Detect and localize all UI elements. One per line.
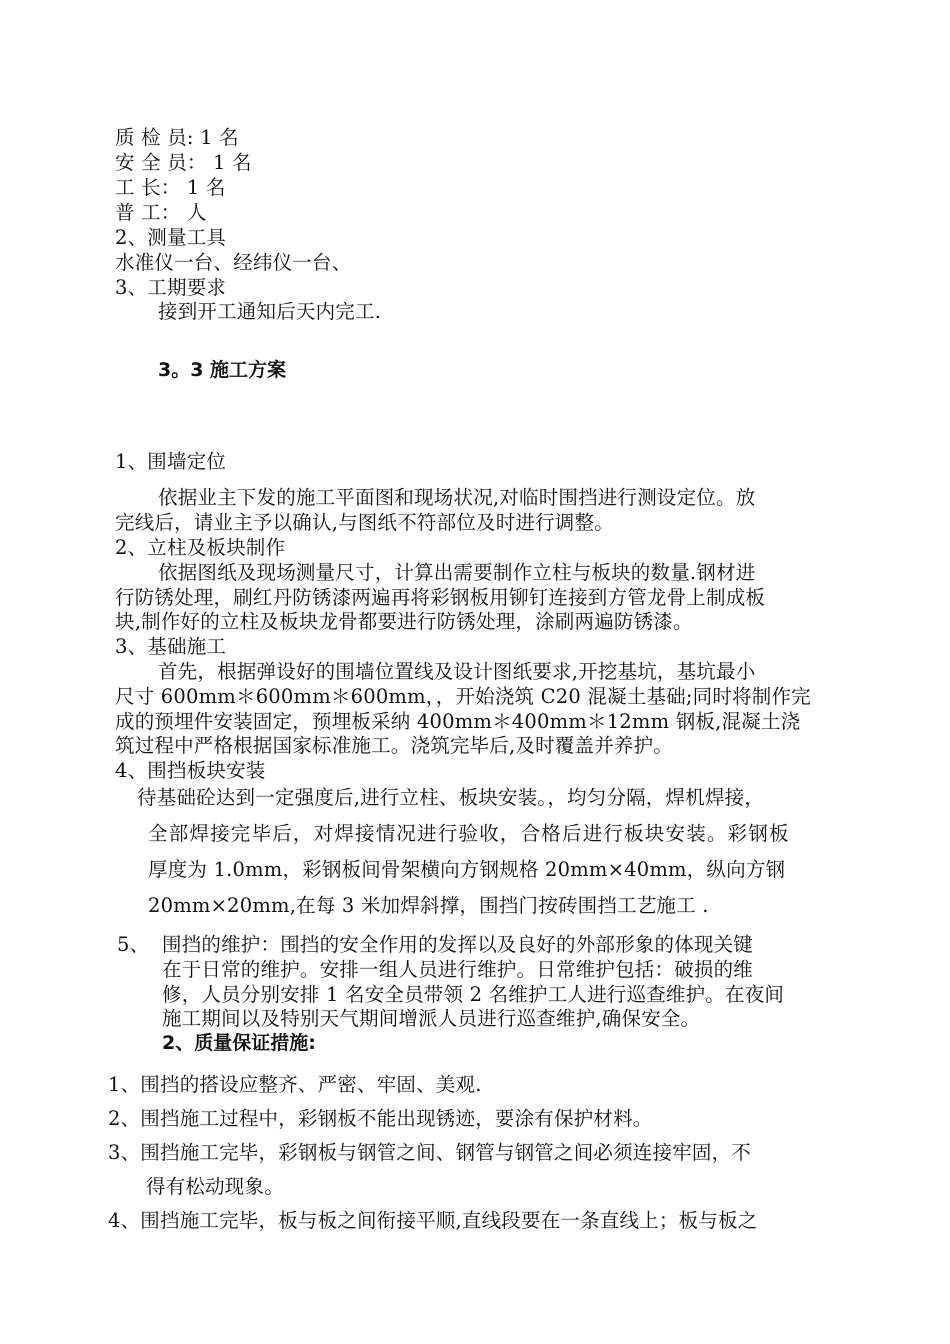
section-title: 3。3 施工方案: [158, 359, 287, 381]
plan-s3-line: 首先，根据弹设好的围墙位置线及设计图纸要求,开挖基坑，基坑最小: [158, 660, 756, 683]
plan-s2-heading: 2、立柱及板块制作: [115, 536, 286, 559]
staff-laborer: 普 工： 人: [115, 201, 207, 224]
staff-foreman: 工 长： 1 名: [115, 176, 226, 199]
plan-s3-heading: 3、基础施工: [115, 635, 227, 658]
quality-item-3-cont: 得有松动现象。: [146, 1175, 284, 1198]
plan-s2-line: 行防锈处理，刷红丹防锈漆两遍再将彩钢板用铆钉连接到方管龙骨上制成板: [115, 586, 766, 609]
staff-inspector: 质 检 员: 1 名: [115, 126, 239, 149]
plan-s2-line: 块,制作好的立柱及板块龙骨都要进行防锈处理，涂刷两遍防锈漆。: [115, 610, 693, 633]
quality-heading: 2、质量保证措施:: [162, 1032, 316, 1054]
plan-s4-heading: 4、围挡板块安装: [115, 759, 266, 782]
plan-s4-line: 全部焊接完毕后，对焊接情况进行验收，合格后进行板块安装。彩钢板: [148, 822, 790, 845]
survey-heading: 2、测量工具: [115, 226, 227, 249]
plan-s4-line: 20mm×20mm,在每 3 米加焊斜撑，围挡门按砖围挡工艺施工 .: [148, 894, 709, 917]
quality-item-4: 4、围挡施工完毕，板与板之间衔接平顺,直线段要在一条直线上；板与板之: [108, 1209, 758, 1232]
plan-s5-line: 在于日常的维护。安排一组人员进行维护。日常维护包括：破损的维: [162, 958, 754, 981]
plan-s3-line: 成的预埋件安装固定，预埋板采纳 400mm＊400mm＊12mm 钢板,混凝土浇: [115, 710, 801, 733]
survey-tools: 水准仪一台、经纬仪一台、: [115, 251, 352, 274]
plan-s5-number: 5、: [117, 933, 150, 956]
plan-s3-line: 尺寸 600mm＊600mm＊600mm，，开始浇筑 C20 混凝土基础;同时将制作完: [115, 685, 811, 708]
schedule-heading: 3、工期要求: [115, 276, 227, 299]
plan-s1-heading: 1、围墙定位: [115, 450, 227, 473]
quality-item-1: 1、围挡的搭设应整齐、严密、牢固、美观.: [108, 1073, 482, 1096]
staff-safety: 安 全 员： 1 名: [115, 151, 252, 174]
plan-s1-line: 完线后，请业主予以确认,与图纸不符部位及时进行调整。: [115, 511, 614, 534]
schedule-text: 接到开工通知后天内完工.: [158, 300, 382, 323]
plan-s3-line: 筑过程中严格根据国家标准施工。浇筑完毕后,及时覆盖并养护。: [115, 734, 673, 757]
plan-s2-line: 依据图纸及现场测量尺寸，计算出需要制作立柱与板块的数量.钢材进: [158, 561, 756, 584]
plan-s5-line: 施工期间以及特别天气期间增派人员进行巡查维护,确保安全。: [162, 1007, 701, 1030]
plan-s4-line: 待基础砼达到一定强度后,进行立柱、板块安装。，均匀分隔，焊机焊接，: [137, 786, 765, 809]
quality-item-3: 3、围挡施工完毕，彩钢板与钢管之间、钢管与钢管之间必须连接牢固，不: [108, 1141, 752, 1164]
quality-item-2: 2、围挡施工过程中，彩钢板不能出现锈迹，要涂有保护材料。: [108, 1107, 653, 1130]
plan-s5-line: 修，人员分别安排 1 名安全员带领 2 名维护工人进行巡查维护。在夜间: [162, 983, 785, 1006]
plan-s4-line: 厚度为 1.0mm，彩钢板间骨架横向方钢规格 20mm×40mm，纵向方钢: [148, 858, 786, 881]
plan-s5-line: 围挡的维护：围挡的安全作用的发挥以及良好的外部形象的体现关键: [162, 933, 754, 956]
plan-s1-line: 依据业主下发的施工平面图和现场状况,对临时围挡进行测设定位。放: [158, 486, 756, 509]
